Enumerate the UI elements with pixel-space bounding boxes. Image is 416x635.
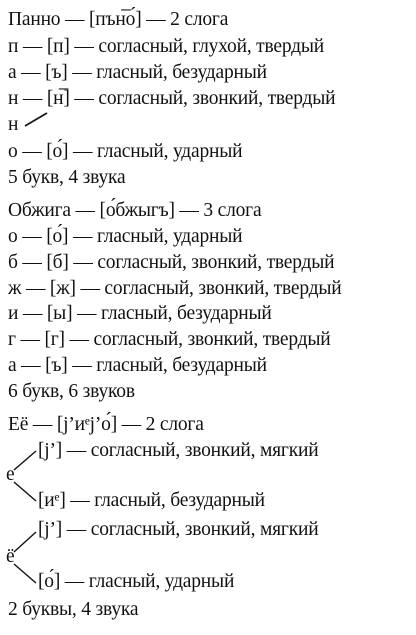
panno-row-p: п — [п] — согласный, глухой, твердый [8,36,324,57]
obzhiga-row-a: а — [ъ] — гласный, безударный [8,355,267,376]
eyo-row-o: [о́] — гласный, ударный [38,571,235,592]
panno-row-a: а — [ъ] — гласный, безударный [8,62,267,83]
e-upper-branch [14,451,36,470]
obzhiga-row-o: о — [о́] — гласный, ударный [8,226,243,247]
panno-row-o: о — [о́] — гласный, ударный [8,141,243,162]
eyo-summary: 2 буквы, 4 звука [8,599,139,620]
panno-row-n-silent: н [8,114,19,135]
yo-upper-branch [14,532,36,552]
eyo-letter-yo: ё [6,546,15,567]
eyo-row-i: [иᵉ] — гласный, безударный [38,490,265,511]
e-lower-branch [14,482,36,501]
panno-title: Панно — [пън̅о́] — 2 слога [8,9,229,30]
eyo-row-j2: [j’] — согласный, звонкий, мягкий [38,519,319,540]
obzhiga-summary: 6 букв, 6 звуков [8,381,135,402]
silent-n-stroke [25,113,47,126]
eyo-letter-e: е [6,464,15,485]
obzhiga-title: Обжига — [о́бжыгъ] — 3 слога [8,200,262,221]
obzhiga-row-b: б — [б] — согласный, звонкий, твердый [8,252,335,273]
panno-summary: 5 букв, 4 звука [8,167,126,188]
panno-row-n: н — [н̅] — согласный, звонкий, твердый [8,88,336,109]
obzhiga-row-zh: ж — [ж] — согласный, звонкий, твердый [8,278,342,299]
obzhiga-row-g: г — [г] — согласный, звонкий, твердый [8,329,331,350]
yo-lower-branch [14,564,36,583]
obzhiga-row-i: и — [ы] — гласный, безударный [8,303,272,324]
eyo-row-j1: [j’] — согласный, звонкий, мягкий [38,440,319,461]
eyo-title: Её — [j’иᵉj’о́] — 2 слога [8,414,204,435]
